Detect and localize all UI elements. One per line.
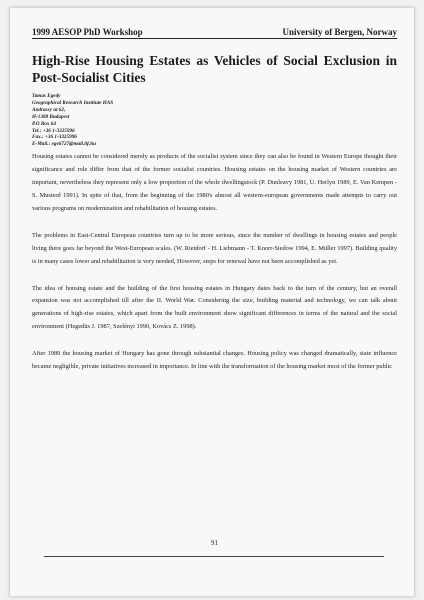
- body-paragraph-3: The idea of housing estate and the building of the first housing estates in Hungary dates back to the turn of the century, but an overall expansion was not accomplished till after the II. World War. Considering the size, building material and technology, we can talk about generations of high-rise estates, which apart from the built environment show significant differences in terms of the natural and the social environment (Hegedüs J. 1987, Szelényi 1990, Kovács Z. 1998).: [32, 284, 397, 331]
- author-tel: Tel.: +36 1-3325996: [32, 127, 75, 134]
- author-street: Andrassy ut 62,: [32, 106, 66, 113]
- header-workshop: 1999 AESOP PhD Workshop: [32, 27, 143, 37]
- header-university: University of Bergen, Norway: [282, 27, 397, 37]
- author-fax: Fax.: +36 1-3325996: [32, 134, 77, 141]
- page-content: [32, 27, 397, 374]
- body-paragraph-1: Housing estates cannot be considered merely as products of the socialist system since they can also be found in Western Europe thought their significance and role differ from that of the former socialist countries. Housing estates on the housing market of Western countries are important, nevertheless they represent only a low proportion of the whole dwellingstock (P. Dunleavy 1981, U. Herlyn 1989, E. Van Kempen - S. Musterd 1991). In spite of that, from the beginning of the 1980's almost all western-european governments made attempts to carry out various programs on modernization and rehabilitation of housing estates.: [32, 153, 397, 212]
- paper-page: [9, 7, 415, 597]
- body-paragraph-2: The problems in East-Central European countries turn up to be more serious, since the number of dwellings in housing estates and people living there goes far beyond the West-European scales. (W. Rietdorf - H. Liebmann - T. Knorr-Siedow 1994, E. Müller 1997). Building quality is in many cases lower and rehabilitation is very needed, However, steps for renewal have not been accomplished as yet.: [32, 231, 397, 265]
- page-number: 91: [211, 539, 218, 547]
- author-block: [32, 93, 397, 148]
- body-paragraph-4: After 1989 the housing market of Hungary has gone through substantial changes. Housing policy was changed dramatically, state influence became negligible, private initiatives increased in importance. In line with the transformation of the housing market most of the former public: [32, 350, 397, 371]
- author-institute: Geographical Research Institute HAS: [32, 99, 114, 106]
- author-pobox: P.O Box 64: [32, 120, 56, 127]
- author-name: Tamas Egedy: [32, 93, 61, 99]
- footer-rule: [44, 556, 384, 557]
- running-header: [32, 27, 397, 39]
- paper-title: High-Rise Housing Estates as Vehicles of Social Exclusion in Post-Socialist Cities: [32, 53, 397, 85]
- author-email: E-Mail.: ege6727@mail.iif.hu: [32, 141, 96, 148]
- author-city: H-1388 Budapest: [32, 113, 70, 120]
